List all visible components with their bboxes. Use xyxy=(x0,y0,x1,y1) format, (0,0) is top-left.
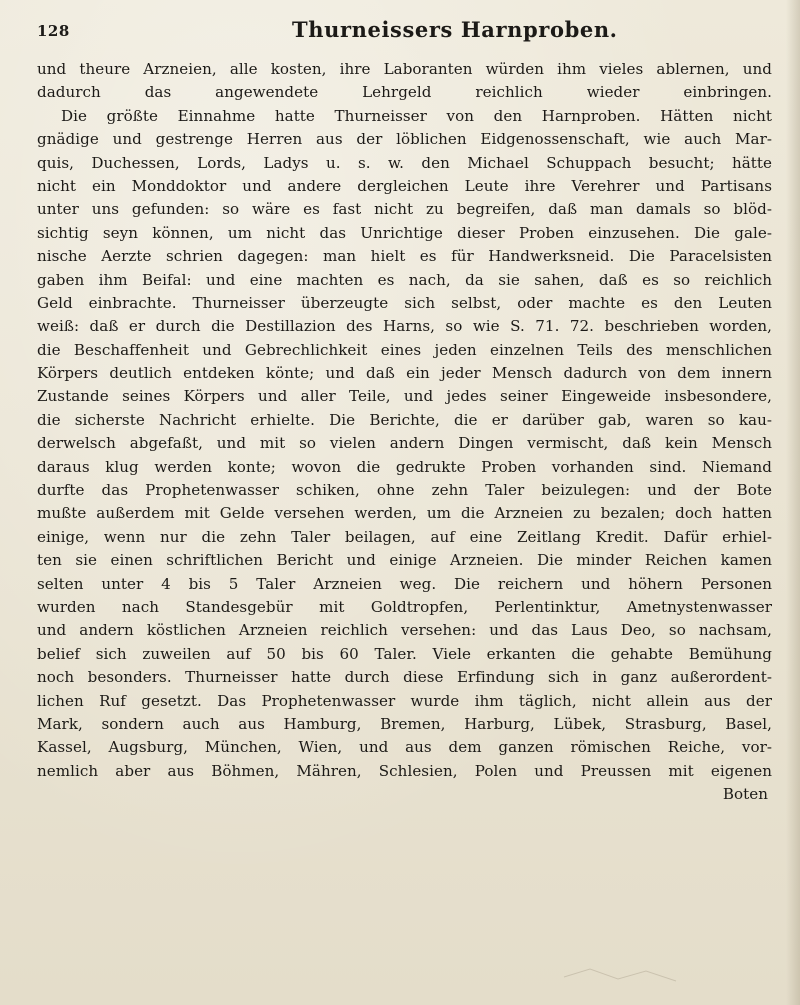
text-line: nicht ein Monddoktor und andere dergleichen Leute ihre Verehrer und Partisans xyxy=(37,176,772,195)
text-line: dadurch das angewendete Lehrgeld reichlich wieder einbringen. xyxy=(37,83,772,102)
text-line: weiß: daß er durch die Destillazion des Harns, so wie S. 71. 72. beschrieben worden, xyxy=(37,317,772,336)
body-text xyxy=(37,58,772,807)
text-line: die sicherste Nachricht erhielte. Die Berichte, die er darüber gab, waren so kau- xyxy=(37,410,772,429)
catchword: Boten xyxy=(722,785,768,804)
text-line: selten unter 4 bis 5 Taler Arzneien weg. Die reichern und höhern Personen xyxy=(37,574,772,593)
text-line: quis, Duchessen, Lords, Ladys u. s. w. den Michael Schuppach besucht; hätte xyxy=(37,153,772,172)
text-line: lichen Ruf gesetzt. Das Prophetenwasser wurde ihm täglich, nicht allein aus der xyxy=(37,691,772,710)
text-line: durfte das Prophetenwasser schiken, ohne zehn Taler beizulegen: und der Bote xyxy=(37,481,772,500)
text-line: Geld einbrachte. Thurneisser überzeugte sich selbst, oder machte es den Leuten xyxy=(37,293,772,312)
page-edge-shadow xyxy=(786,0,800,1005)
text-line: Mark, sondern auch aus Hamburg, Bremen, Harburg, Lübek, Strasburg, Basel, xyxy=(37,714,772,733)
text-line: Kassel, Augsburg, München, Wien, und aus dem ganzen römischen Reiche, vor- xyxy=(37,738,772,757)
running-head: Thurneissers Harnproben. xyxy=(292,17,618,42)
text-line: nemlich aber aus Böhmen, Mähren, Schlesien, Polen und Preussen mit eigenen xyxy=(37,761,772,780)
text-line: unter uns gefunden: so wäre es fast nicht zu begreifen, daß man damals so blöd- xyxy=(37,200,772,219)
text-line: und theure Arzneien, alle kosten, ihre Laboranten würden ihm vieles ablernen, und xyxy=(37,60,772,78)
text-line: belief sich zuweilen auf 50 bis 60 Taler. Viele erkanten die gehabte Bemühung xyxy=(37,644,772,663)
text-line: Zustande seines Körpers und aller Teile, und jedes seiner Eingeweide insbesondere, xyxy=(37,387,772,406)
page-header xyxy=(37,16,777,44)
text-line: daraus klug werden konte; wovon die gedrukte Proben vorhanden sind. Niemand xyxy=(37,457,772,476)
text-line: die Beschaffenheit und Gebrechlichkeit eines jeden einzelnen Teils des menschlichen xyxy=(37,340,772,359)
text-line: derwelsch abgefaßt, und mit so vielen andern Dingen vermischt, daß kein Mensch xyxy=(37,434,772,453)
page-number: 128 xyxy=(37,22,70,40)
text-line: und andern köstlichen Arzneien reichlich versehen: und das Laus Deo, so nachsam, xyxy=(37,621,772,640)
text-line: Die größte Einnahme hatte Thurneisser von den Harnproben. Hätten nicht xyxy=(61,106,772,125)
text-line: nische Aerzte schrien dagegen: man hielt es für Handwerksneid. Die Paracelsisten xyxy=(37,247,772,266)
text-line: mußte außerdem mit Gelde versehen werden, um die Arzneien zu bezalen; doch hatten xyxy=(37,504,772,523)
text-line: gnädige und gestrenge Herren aus der löblichen Eidgenossenschaft, wie auch Mar- xyxy=(37,130,772,149)
text-line: Körpers deutlich entdeken könte; und daß ein jeder Mensch dadurch von dem innern xyxy=(37,364,772,383)
text-line: sichtig seyn können, um nicht das Unrichtige dieser Proben einzusehen. Die gale- xyxy=(37,223,772,242)
ink-smudge-mark xyxy=(560,965,680,989)
text-line: einige, wenn nur die zehn Taler beilagen, auf eine Zeitlang Kredit. Dafür erhiel- xyxy=(37,527,772,546)
text-line: ten sie einen schriftlichen Bericht und einige Arzneien. Die minder Reichen kamen xyxy=(37,551,772,570)
text-line: noch besonders. Thurneisser hatte durch diese Erfindung sich in ganz außerordent- xyxy=(37,668,772,687)
text-line: gaben ihm Beifal: und eine machten es nach, da sie sahen, daß es so reichlich xyxy=(37,270,772,289)
text-line: wurden nach Standesgebür mit Goldtropfen, Perlentinktur, Ametnystenwasser xyxy=(37,597,772,616)
